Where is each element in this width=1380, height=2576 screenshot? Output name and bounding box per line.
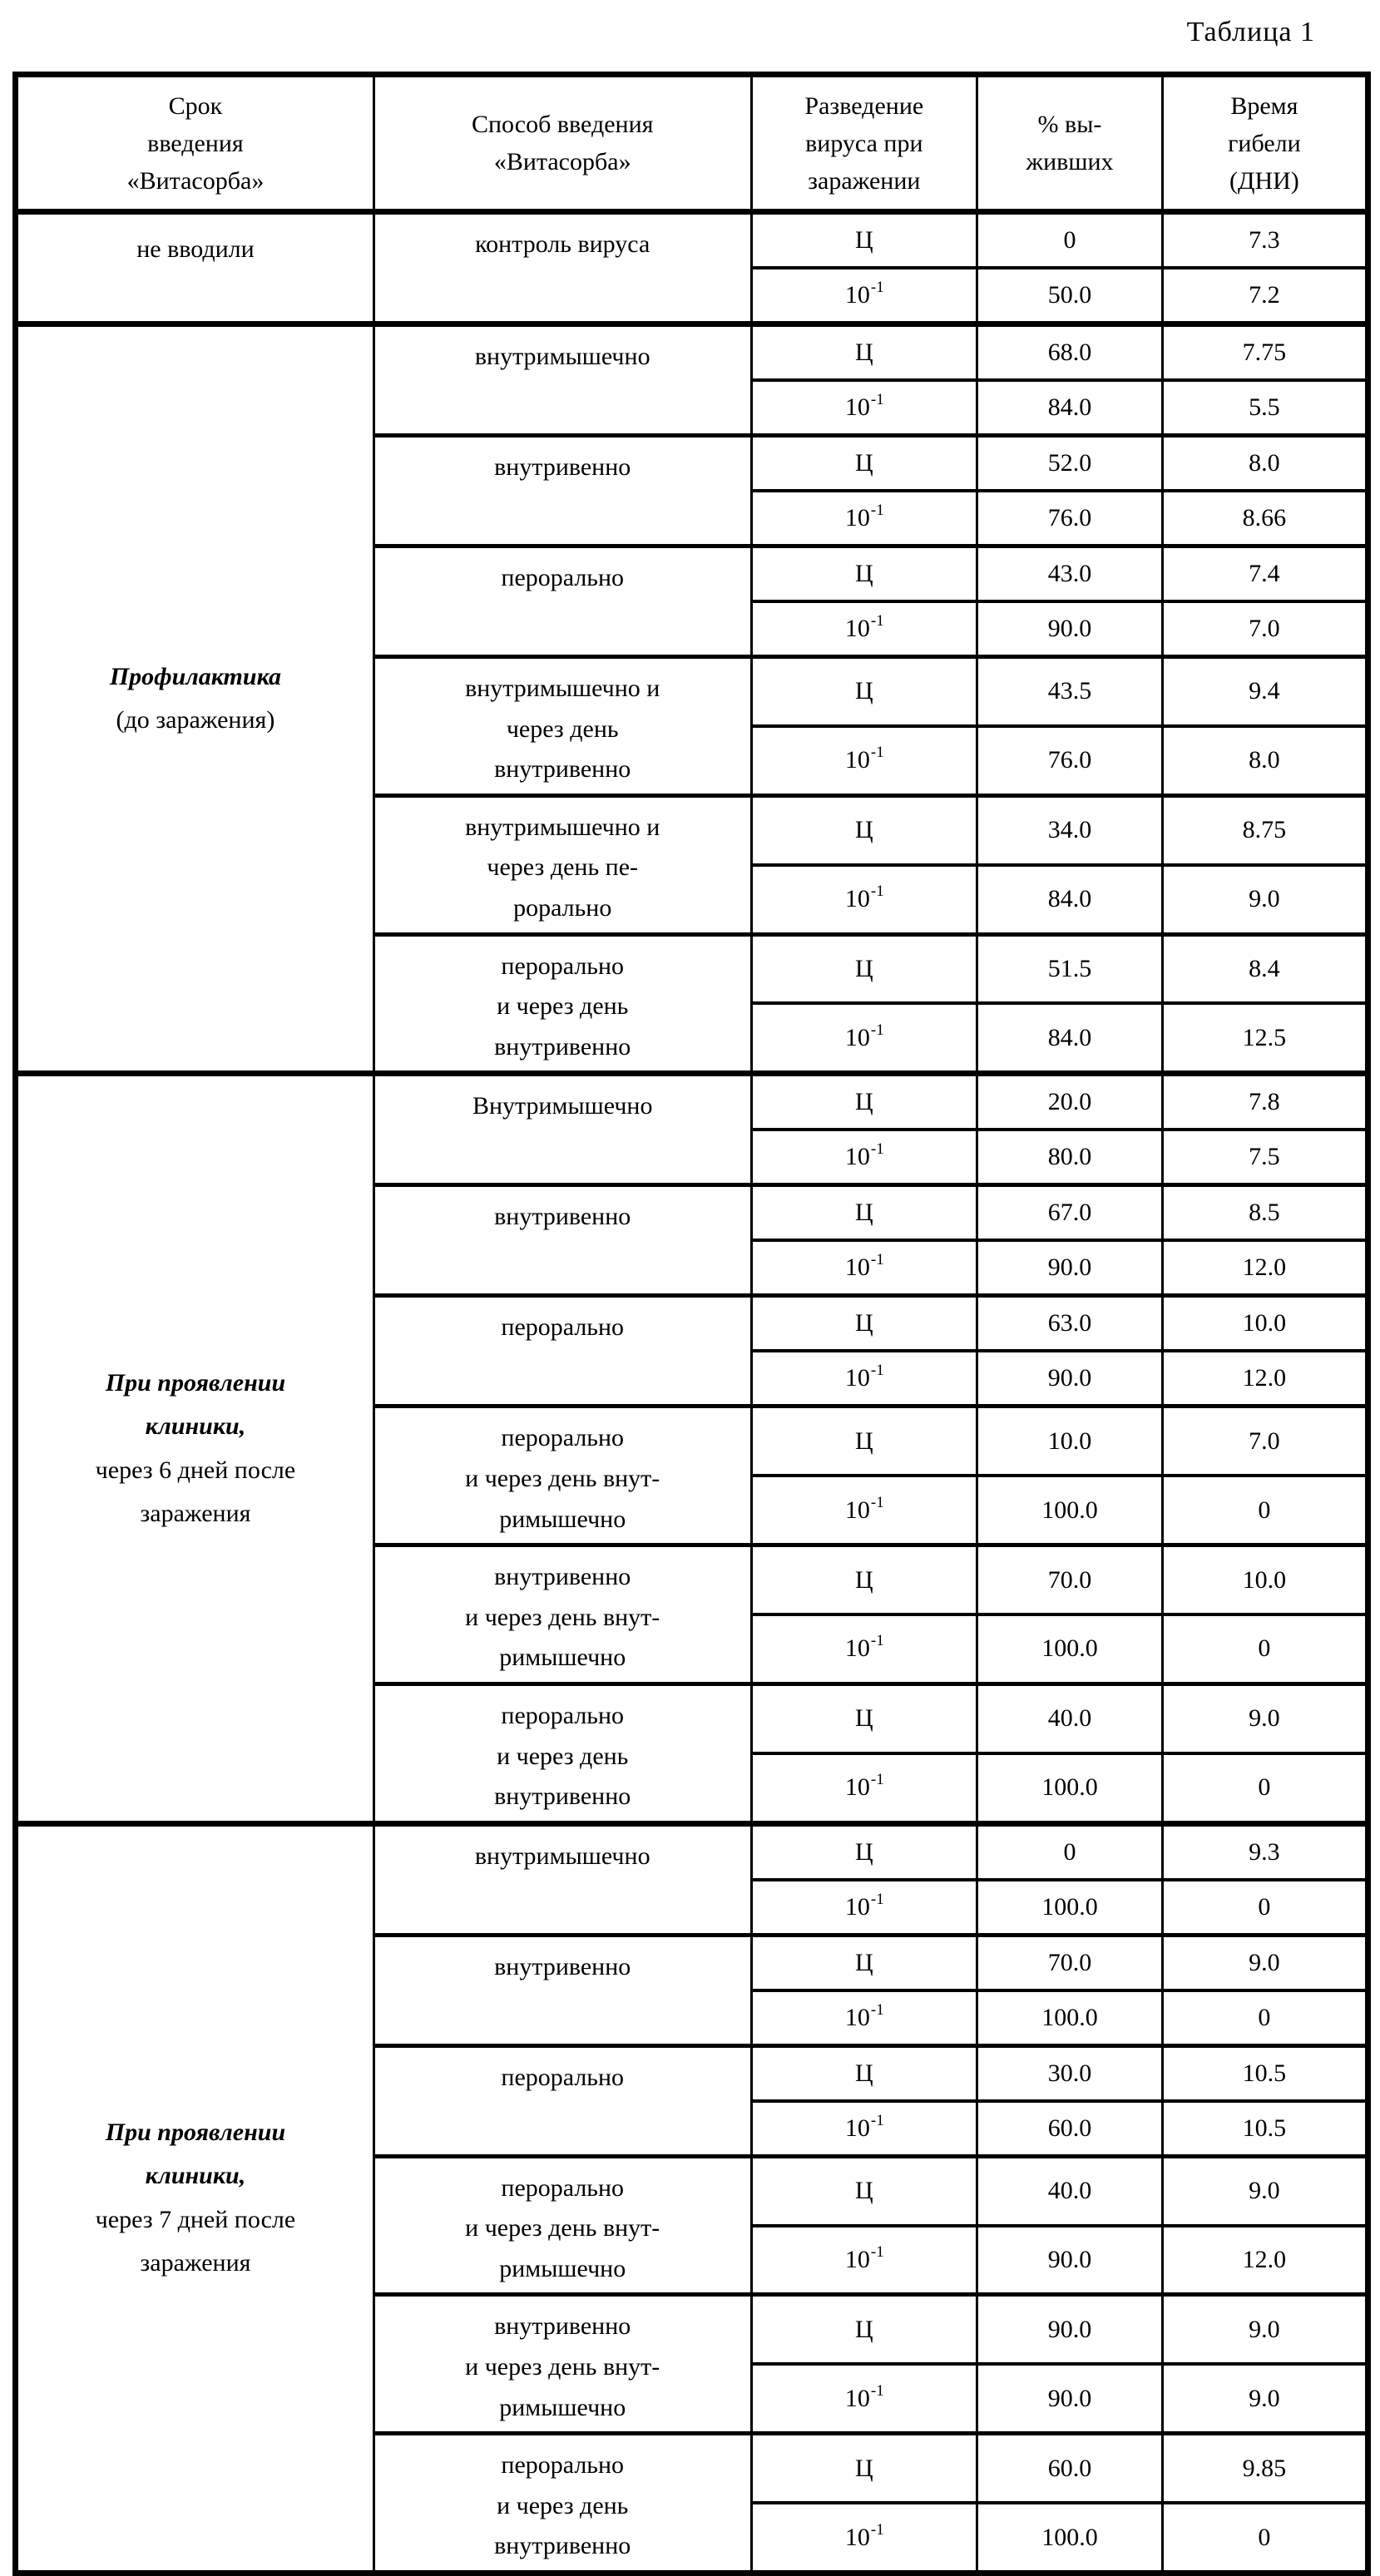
dilution-cell: Ц — [751, 1935, 977, 1990]
survived-cell: 76.0 — [977, 491, 1163, 546]
table-row — [16, 1074, 1368, 1130]
survived-cell: 90.0 — [977, 2295, 1163, 2364]
death-time-cell: 9.85 — [1162, 2434, 1368, 2503]
table-body — [16, 212, 1368, 2574]
dilution-exponent: -1 — [870, 1493, 884, 1511]
period-sublabel: через 6 дней после заражения — [95, 1456, 296, 1528]
dilution-cell: $10^{-1}$ — [751, 1880, 977, 1936]
period-sublabel: через 7 дней после заражения — [95, 2205, 296, 2277]
death-time-cell: 0 — [1162, 1614, 1368, 1684]
death-time-cell: 0 — [1162, 1990, 1368, 2046]
survived-cell: 100.0 — [977, 1476, 1163, 1545]
dilution-cell: $10^{-1}$ — [751, 1130, 977, 1185]
period-label: не вводили — [136, 235, 255, 263]
dilution-cell: $10^{-1}$ — [751, 268, 977, 324]
dilution-cell: $10^{-1}$ — [751, 2101, 977, 2157]
dilution-cell: Ц — [751, 436, 977, 492]
method-cell: перорально и через день внут- римышечно — [373, 1407, 751, 1545]
death-time-cell: 9.0 — [1162, 2156, 1368, 2225]
survived-cell: 100.0 — [977, 2503, 1163, 2574]
dilution-cell: Ц — [751, 1407, 977, 1476]
dilution-cell: Ц — [751, 1074, 977, 1130]
table-row — [16, 324, 1368, 381]
death-time-cell: 8.4 — [1162, 934, 1368, 1003]
table-row — [16, 1823, 1368, 1880]
method-cell: внутривенно — [373, 436, 751, 546]
survived-cell: 80.0 — [977, 1130, 1163, 1185]
death-time-cell: 12.5 — [1162, 1003, 1368, 1074]
dilution-cell: $10^{-1}$ — [751, 1614, 977, 1684]
death-time-cell: 9.3 — [1162, 1823, 1368, 1880]
period-label: При проявлении клиники, — [105, 1368, 286, 1441]
survived-cell: 60.0 — [977, 2101, 1163, 2157]
table-title: Таблица 1 — [1186, 17, 1315, 47]
death-time-cell: 8.0 — [1162, 436, 1368, 492]
death-time-cell: 9.4 — [1162, 657, 1368, 726]
survived-cell: 76.0 — [977, 726, 1163, 795]
death-time-cell: 9.0 — [1162, 865, 1368, 934]
death-time-cell: 7.8 — [1162, 1074, 1368, 1130]
dilution-exponent: -1 — [870, 279, 884, 296]
dilution-cell: Ц — [751, 212, 977, 269]
period-cell — [16, 212, 374, 324]
method-cell: перорально и через день внутривенно — [373, 1684, 751, 1823]
period-label: Профилактика — [109, 662, 282, 690]
column-header-dilution: Разведение вируса при заражении — [751, 75, 977, 212]
period-cell — [16, 324, 374, 1074]
death-time-cell: 12.0 — [1162, 2226, 1368, 2295]
death-time-cell: 0 — [1162, 1476, 1368, 1545]
dilution-cell: Ц — [751, 657, 977, 726]
method-cell: перорально и через день внутривенно — [373, 2434, 751, 2574]
dilution-exponent: -1 — [870, 391, 884, 408]
method-cell: внутривенно и через день внут- римышечно — [373, 1545, 751, 1684]
survived-cell: 84.0 — [977, 865, 1163, 934]
dilution-cell: Ц — [751, 1185, 977, 1241]
survived-cell: 90.0 — [977, 2226, 1163, 2295]
dilution-cell: $10^{-1}$ — [751, 1753, 977, 1824]
dilution-cell: $10^{-1}$ — [751, 601, 977, 657]
survived-cell: 52.0 — [977, 436, 1163, 492]
survived-cell: 90.0 — [977, 2364, 1163, 2433]
dilution-exponent: -1 — [870, 1251, 884, 1269]
death-time-cell: 7.5 — [1162, 1130, 1368, 1185]
table-header — [16, 75, 1368, 212]
death-time-cell: 10.0 — [1162, 1296, 1368, 1352]
death-time-cell: 8.75 — [1162, 795, 1368, 864]
survived-cell: 30.0 — [977, 2045, 1163, 2101]
method-cell: внутривенно — [373, 1935, 751, 2045]
survived-cell: 100.0 — [977, 1753, 1163, 1824]
dilution-exponent: -1 — [870, 1021, 884, 1039]
dilution-exponent: -1 — [870, 883, 884, 901]
dilution-cell: Ц — [751, 934, 977, 1003]
death-time-cell: 8.5 — [1162, 1185, 1368, 1241]
survived-cell: 0 — [977, 212, 1163, 269]
death-time-cell: 7.2 — [1162, 268, 1368, 324]
dilution-cell: Ц — [751, 795, 977, 864]
dilution-cell: Ц — [751, 324, 977, 381]
dilution-cell: Ц — [751, 1545, 977, 1614]
dilution-exponent: -1 — [870, 2000, 884, 2019]
survived-cell: 40.0 — [977, 2156, 1163, 2225]
dilution-cell: $10^{-1}$ — [751, 1351, 977, 1407]
dilution-cell: $10^{-1}$ — [751, 2226, 977, 2295]
survived-cell: 100.0 — [977, 1614, 1163, 1684]
method-cell: внутривенно и через день внут- римышечно — [373, 2295, 751, 2434]
dilution-cell: Ц — [751, 2434, 977, 2503]
survived-cell: 84.0 — [977, 380, 1163, 436]
survived-cell: 0 — [977, 1823, 1163, 1880]
dilution-exponent: -1 — [870, 2381, 884, 2400]
survived-cell: 84.0 — [977, 1003, 1163, 1074]
death-time-cell: 5.5 — [1162, 380, 1368, 436]
death-time-cell: 0 — [1162, 2503, 1368, 2574]
method-cell: Внутримышечно — [373, 1074, 751, 1185]
death-time-cell: 12.0 — [1162, 1240, 1368, 1296]
dilution-exponent: -1 — [870, 744, 884, 762]
death-time-cell: 10.0 — [1162, 1545, 1368, 1614]
method-cell: перорально — [373, 2045, 751, 2156]
method-cell: перорально и через день внут- римышечно — [373, 2156, 751, 2295]
survived-cell: 10.0 — [977, 1407, 1163, 1476]
death-time-cell: 7.4 — [1162, 546, 1368, 602]
death-time-cell: 9.0 — [1162, 1684, 1368, 1753]
dilution-exponent: -1 — [870, 612, 884, 630]
method-cell: внутримышечно и через день внутривенно — [373, 657, 751, 796]
dilution-cell: $10^{-1}$ — [751, 865, 977, 934]
dilution-cell: Ц — [751, 1823, 977, 1880]
survived-cell: 100.0 — [977, 1880, 1163, 1936]
death-time-cell: 0 — [1162, 1753, 1368, 1824]
survived-cell: 20.0 — [977, 1074, 1163, 1130]
column-header-method: Способ введения «Витасорба» — [373, 75, 751, 212]
dilution-exponent: -1 — [870, 1890, 884, 1908]
death-time-cell: 7.3 — [1162, 212, 1368, 269]
header-row — [16, 75, 1368, 212]
survived-cell: 90.0 — [977, 601, 1163, 657]
dilution-cell: $10^{-1}$ — [751, 1240, 977, 1296]
death-time-cell: 9.0 — [1162, 2295, 1368, 2364]
survived-cell: 43.5 — [977, 657, 1163, 726]
survived-cell: 50.0 — [977, 268, 1163, 324]
survived-cell: 51.5 — [977, 934, 1163, 1003]
survived-cell: 40.0 — [977, 1684, 1163, 1753]
method-cell: внутримышечно и через день пе- рорально — [373, 795, 751, 934]
method-cell: внутривенно — [373, 1185, 751, 1296]
method-cell: внутримышечно — [373, 324, 751, 436]
dilution-cell: Ц — [751, 1296, 977, 1352]
death-time-cell: 12.0 — [1162, 1351, 1368, 1407]
dilution-cell: $10^{-1}$ — [751, 380, 977, 436]
dilution-cell: Ц — [751, 2295, 977, 2364]
death-time-cell: 8.66 — [1162, 491, 1368, 546]
dilution-exponent: -1 — [870, 502, 884, 519]
dilution-cell: $10^{-1}$ — [751, 1476, 977, 1545]
period-sublabel: (до заражения) — [116, 706, 275, 734]
dilution-cell: Ц — [751, 2156, 977, 2225]
death-time-cell: 8.0 — [1162, 726, 1368, 795]
death-time-cell: 9.0 — [1162, 2364, 1368, 2433]
survived-cell: 68.0 — [977, 324, 1163, 381]
period-label: При проявлении клиники, — [105, 2118, 286, 2190]
column-header-death-time: Время гибели (ДНИ) — [1162, 75, 1368, 212]
dilution-exponent: -1 — [870, 2111, 884, 2129]
death-time-cell: 10.5 — [1162, 2045, 1368, 2101]
dilution-cell: $10^{-1}$ — [751, 2503, 977, 2574]
method-cell: перорально — [373, 546, 751, 657]
dilution-cell: Ц — [751, 1684, 977, 1753]
results-table — [12, 72, 1371, 2576]
survived-cell: 60.0 — [977, 2434, 1163, 2503]
dilution-cell: $10^{-1}$ — [751, 2364, 977, 2433]
death-time-cell: 0 — [1162, 1880, 1368, 1936]
dilution-exponent: -1 — [870, 2520, 884, 2539]
survived-cell: 67.0 — [977, 1185, 1163, 1241]
method-cell: перорально — [373, 1296, 751, 1407]
death-time-cell: 10.5 — [1162, 2101, 1368, 2157]
column-header-period: Срок введения «Витасорба» — [16, 75, 374, 212]
period-cell — [16, 1074, 374, 1823]
dilution-cell: Ц — [751, 546, 977, 602]
method-cell: перорально и через день внутривенно — [373, 934, 751, 1074]
dilution-exponent: -1 — [870, 1140, 884, 1159]
dilution-cell: Ц — [751, 2045, 977, 2101]
period-cell — [16, 1823, 374, 2573]
survived-cell: 100.0 — [977, 1990, 1163, 2046]
dilution-cell: $10^{-1}$ — [751, 491, 977, 546]
method-cell: внутримышечно — [373, 1823, 751, 1935]
dilution-exponent: -1 — [870, 2243, 884, 2262]
survived-cell: 90.0 — [977, 1351, 1163, 1407]
table-row — [16, 212, 1368, 269]
survived-cell: 43.0 — [977, 546, 1163, 602]
death-time-cell: 9.0 — [1162, 1935, 1368, 1990]
survived-cell: 70.0 — [977, 1545, 1163, 1614]
death-time-cell: 7.0 — [1162, 1407, 1368, 1476]
dilution-cell: $10^{-1}$ — [751, 1990, 977, 2046]
dilution-exponent: -1 — [870, 1771, 884, 1789]
dilution-exponent: -1 — [870, 1362, 884, 1380]
dilution-cell: $10^{-1}$ — [751, 1003, 977, 1074]
column-header-survived: % вы- живших — [977, 75, 1163, 212]
death-time-cell: 7.0 — [1162, 601, 1368, 657]
survived-cell: 90.0 — [977, 1240, 1163, 1296]
survived-cell: 63.0 — [977, 1296, 1163, 1352]
survived-cell: 70.0 — [977, 1935, 1163, 1990]
death-time-cell: 7.75 — [1162, 324, 1368, 381]
method-cell: контроль вируса — [373, 212, 751, 324]
dilution-cell: $10^{-1}$ — [751, 726, 977, 795]
dilution-exponent: -1 — [870, 1632, 884, 1650]
survived-cell: 34.0 — [977, 795, 1163, 864]
